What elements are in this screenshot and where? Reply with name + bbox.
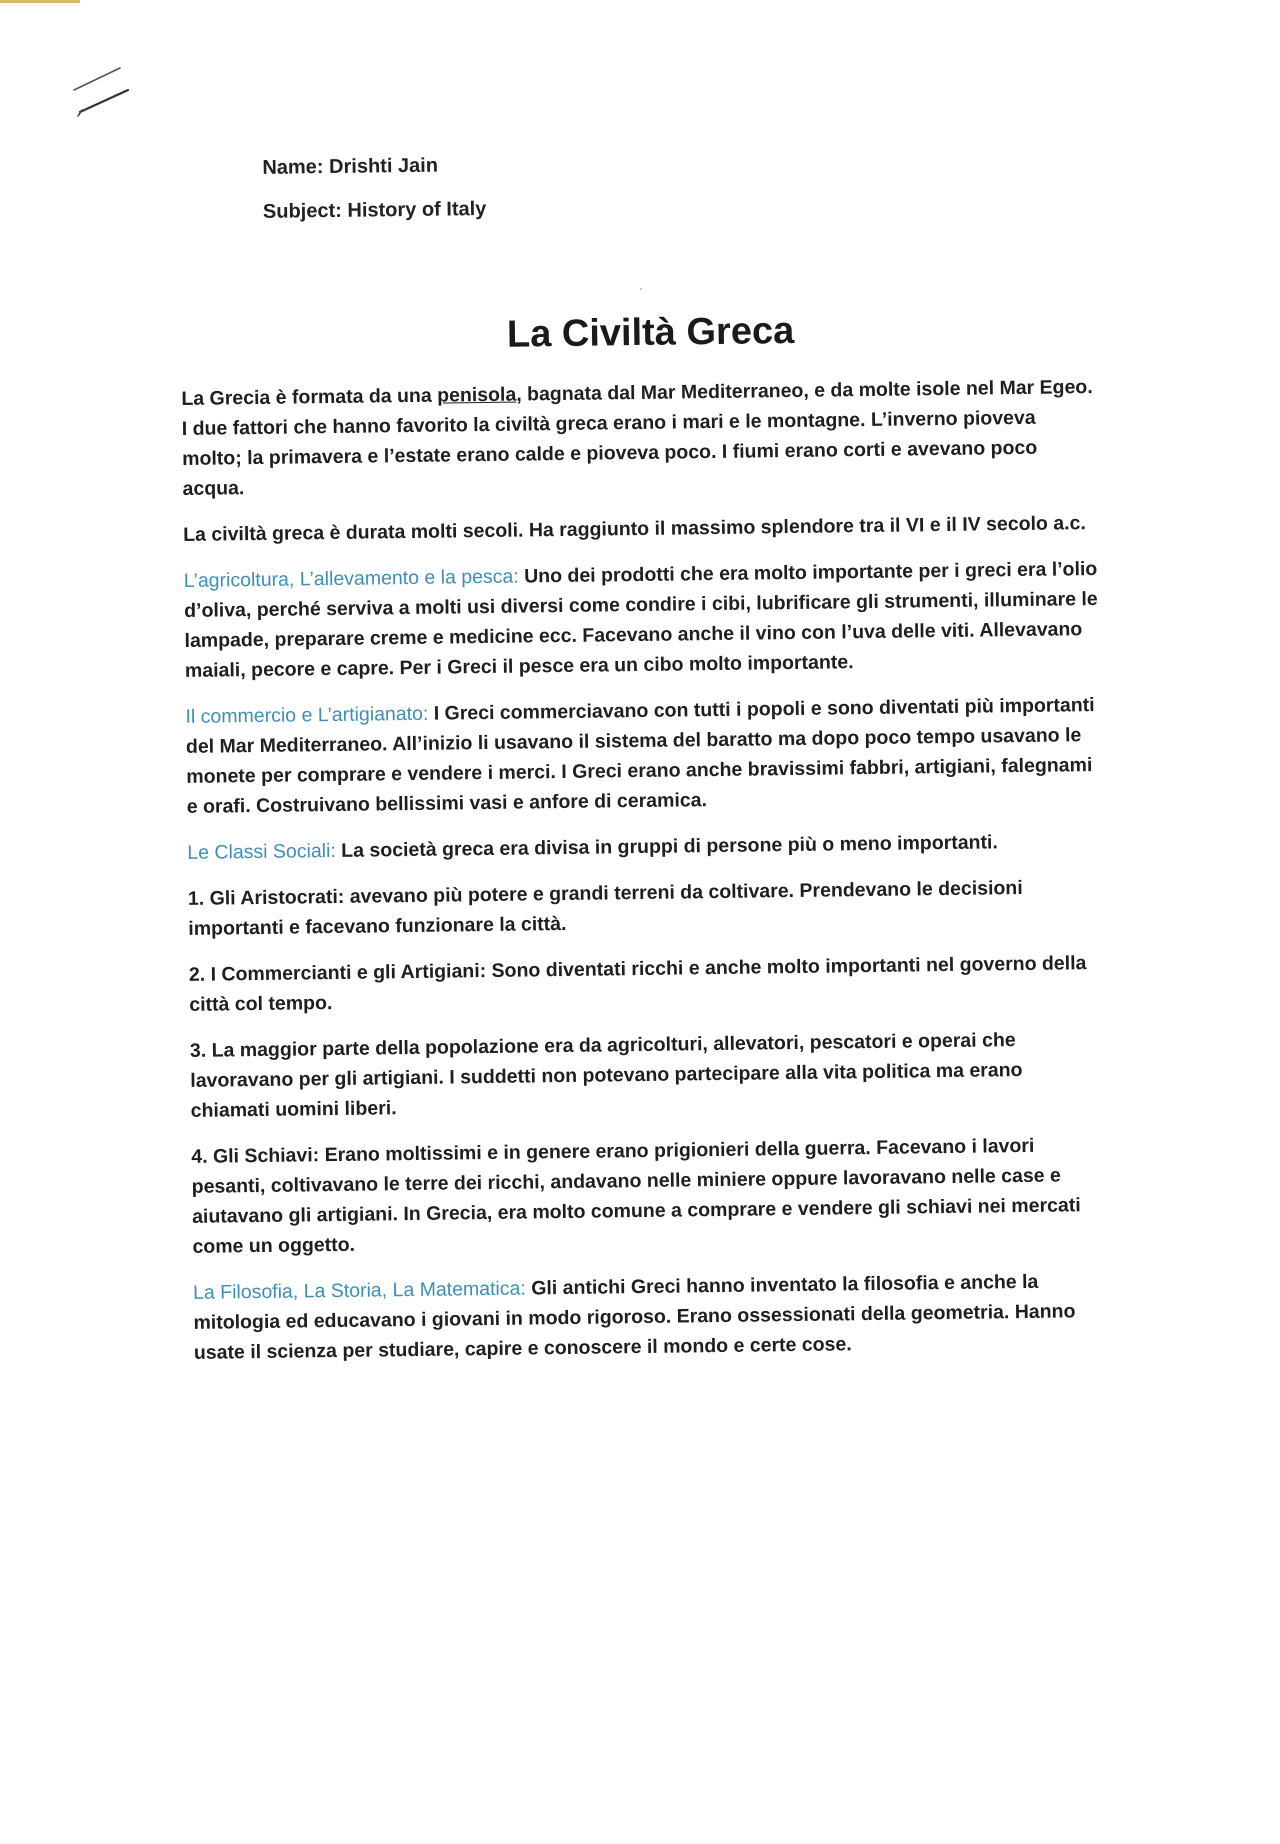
document-title: La Civiltà Greca [506, 309, 795, 356]
author-value: Drishti Jain [328, 154, 439, 179]
paragraph-geography [181, 372, 1097, 504]
list-item-schiavi: 4. Gli Schiavi: Erano moltissimi e in genere erano prigionieri della guerra. Facevano i lavori pesanti, coltivavano le terre dei ricchi, andavano nelle miniere oppure lavoravano nelle case e aiutavano gli artigiani. In Grecia, era molto comune a comprare e vendere gli schiavi nei mercati come un oggetto. [191, 1134, 1081, 1258]
author-label: Name: [262, 156, 324, 179]
section-filosofia [193, 1266, 1109, 1368]
subject-line [263, 198, 487, 224]
list-item-popolazione: 3. La maggior parte della popolazione era da agricolturi, allevatori, pescatori e operai che lavoravano per gli artigiani. I suddetti non potevano partecipare alla vita politica ma erano chiamati uomini liberi. [189, 1029, 1023, 1122]
paragraph-text: , bagnata dal Mar Mediterraneo, e da molte isole nel Mar Egeo. I due fattori che hanno favorito la civiltà greca erano i mari e le montagne. L’inverno pioveva molto; la primavera e l’estate erano calde e pioveva poco. I fiumi erano corti e avevano poco acqua. [181, 376, 1093, 500]
paragraph-duration: La civiltà greca è durata molti secoli. Ha raggiunto il massimo splendore tra il VI e il IV secolo a.c. [183, 512, 1086, 546]
underlined-term-penisola: penisola [437, 383, 517, 407]
paper-edge-mark [0, 0, 80, 3]
section-classi-sociali [187, 826, 1102, 868]
section-heading-filosofia: La Filosofia, La Storia, La Matematica: [192, 1277, 526, 1304]
section-heading-commercio: Il commercio e L’artigianato: [185, 702, 429, 728]
section-commercio [185, 690, 1101, 822]
section-agricoltura [184, 554, 1100, 686]
section-text-commercio: I Greci commerciavano con tutti i popoli e sono diventati più importanti del Mar Mediterraneo. All’inizio li usavano il sistema del baratto ma dopo poco tempo usavano le monete per comprare e vendere i merci. I Greci erano anche bravissimi fabbri, artigiani, falegnami e orafi. Costruivano bellissimi vasi e anfore di ceramica. [185, 694, 1095, 818]
section-heading-agricoltura: L’agricoltura, L’allevamento e la pesca: [183, 565, 519, 592]
section-text-classi-sociali: La società greca era divisa in gruppi di persone più o meno importanti. [335, 831, 998, 862]
author-line [262, 155, 438, 180]
section-text-agricoltura: Uno dei prodotti che era molto importante per i greci era l’olio d’oliva, perché serviva a molti usi diversi come condire i cibi, lubrificare gli strumenti, illuminare le lampade, preparare creme e medicine ecc. Facevano anche il vino con l’uva delle viti. Allevavano maiali, pecore e capre. Per i Greci il pesce era un cibo molto importante. [184, 557, 1098, 682]
paragraph-text: La Grecia è formata da una [181, 384, 438, 410]
section-text-filosofia: Gli antichi Greci hanno inventato la filosofia e anche la mitologia ed educavano i giovani in modo rigoroso. Erano ossessionati della geometria. Hanno usate il scienza per studiare, capire e conoscere il mondo e certe cose. [193, 1270, 1076, 1364]
section-heading-classi-sociali: Le Classi Sociali: [187, 839, 336, 864]
subject-value: History of Italy [347, 197, 487, 222]
list-item-aristocrati: 1. Gli Aristocrati: avevano più potere e grandi terreni da coltivare. Prendevano le decisioni importanti e facevano funzionare la città. [187, 876, 1023, 940]
list-item-commercianti: 2. I Commercianti e gli Artigiani: Sono diventati ricchi e anche molto importanti nel governo della città col tempo. [188, 952, 1087, 1016]
document-body [181, 372, 1109, 1384]
subject-label: Subject: [262, 199, 343, 223]
